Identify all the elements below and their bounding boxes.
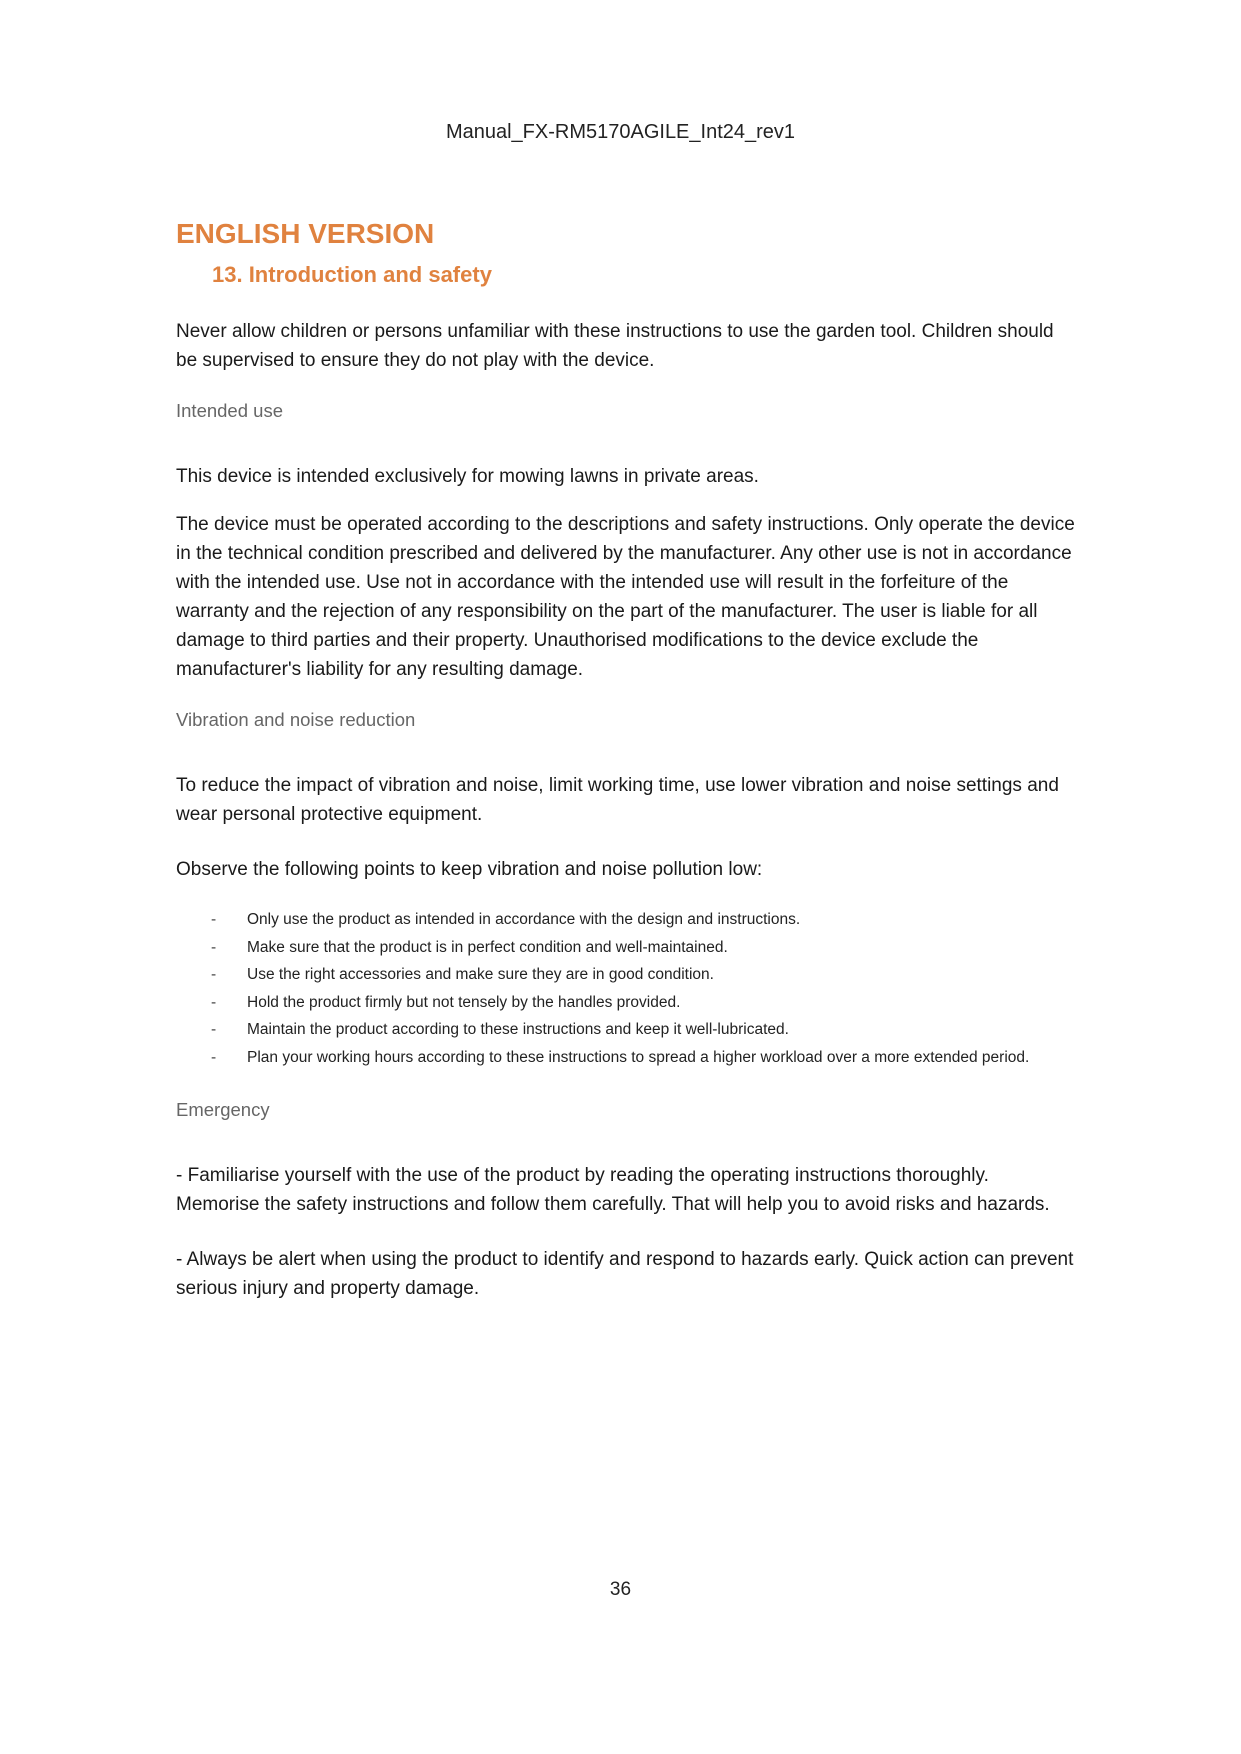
bullet-dash: - (211, 911, 217, 928)
list-item: - Only use the product as intended in accordance with the design and instructions. (211, 906, 1076, 934)
intended-use-paragraph-2: The device must be operated according to the descriptions and safety instructions. Only operate the device in the technical condition prescribed and delivered by the manufacturer. Any other use is not in accordance with the intended use. Use not in accordance with the intended use will result in the forfeiture of the warranty and the rejection of any responsibility on the part of the manufacturer. The user is liable for all damage to third parties and their property. Unauthorised modifications to the device exclude the manufacturer's liability for any resulting damage. (176, 514, 1075, 680)
list-item: - Maintain the product according to these instructions and keep it well-lubricated. (211, 1016, 1076, 1044)
intro-paragraph: Never allow children or persons unfamiliar with these instructions to use the garden tool. Children should be supervised to ensure they do not play with the device. (176, 321, 1054, 371)
intended-use-heading: Intended use (176, 400, 283, 421)
emergency-heading: Emergency (176, 1099, 270, 1120)
page-header: Manual_FX-RM5170AGILE_Int24_rev1 (445, 121, 796, 143)
vibration-heading: Vibration and noise reduction (176, 709, 416, 730)
list-item: - Make sure that the product is in perfect condition and well-maintained. (211, 934, 1076, 962)
bullet-dash: - (211, 966, 217, 983)
list-item: - Plan your working hours according to these instructions to spread a higher workload over a more extended period. (211, 1044, 1076, 1072)
vibration-paragraph-1: To reduce the impact of vibration and noise, limit working time, use lower vibration and noise settings and wear personal protective equipment. (176, 775, 1059, 825)
page-number: 36 (609, 1579, 632, 1600)
intended-use-paragraph-1: This device is intended exclusively for mowing lawns in private areas. (176, 466, 759, 487)
vibration-paragraph-2: Observe the following points to keep vibration and noise pollution low: (176, 859, 763, 880)
bullet-dash: - (211, 938, 217, 956)
list-item: - Use the right accessories and make sure they are in good condition. (211, 961, 1076, 989)
section-title: 13. Introduction and safety (212, 262, 492, 287)
emergency-paragraph-2: - Always be alert when using the product to identify and respond to hazards early. Quick action can prevent serious injury and property damage. (176, 1249, 1074, 1299)
bullet-dash: - (211, 1048, 217, 1066)
page-content (176, 216, 1076, 1303)
list-item: - Hold the product firmly but not tensely by the handles provided. (211, 989, 1076, 1017)
vibration-bullet-list (176, 906, 1076, 1071)
emergency-paragraph-1: - Familiarise yourself with the use of the product by reading the operating instructions thoroughly. Memorise the safety instructions and follow them carefully. That will help you to avoid risks and hazards. (176, 1165, 1050, 1215)
document-title: ENGLISH VERSION (176, 218, 435, 249)
bullet-dash: - (211, 1021, 217, 1038)
bullet-dash: - (211, 993, 217, 1011)
